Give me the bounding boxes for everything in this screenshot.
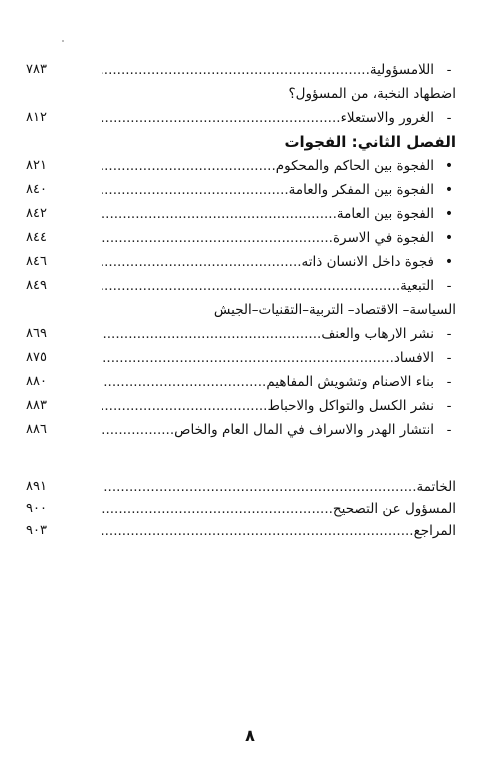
toc-entry xyxy=(26,154,456,178)
bullet-icon: • xyxy=(444,206,454,222)
toc-entry-title: بناء الاصنام وتشويش المفاهيم ..... xyxy=(102,370,434,394)
chapter-heading-text xyxy=(26,130,456,154)
toc-section-label xyxy=(26,298,456,322)
bullet-icon: • xyxy=(444,182,454,198)
toc-page-number: ٨٤٢ xyxy=(26,206,47,221)
toc-entry-title: الغرور والاستعلاء ..... xyxy=(102,106,434,130)
toc-entry-title: التبعية ..... xyxy=(102,274,434,298)
toc-page-number: ٨٤٩ xyxy=(26,278,47,293)
toc-entry xyxy=(26,370,456,394)
toc-entry xyxy=(26,250,456,274)
toc-page-number: ٨٨٦ xyxy=(26,422,47,437)
toc-entry xyxy=(26,58,456,82)
toc-entry xyxy=(26,498,456,520)
toc-page-number: ٧٨٣ xyxy=(26,62,47,77)
page-speck xyxy=(62,40,64,42)
chapter-heading xyxy=(26,130,456,154)
toc-entry-title: الخاتمة ..... xyxy=(102,476,456,498)
dash-marker: - xyxy=(446,350,452,366)
toc-page-number: ٨٧٥ xyxy=(26,350,47,365)
dash-marker: - xyxy=(446,278,452,294)
bullet-icon: • xyxy=(444,230,454,246)
dash-marker: - xyxy=(446,110,452,126)
toc-entry-title: نشر الكسل والتواكل والاحباط ..... xyxy=(102,394,434,418)
toc-entry xyxy=(26,322,456,346)
dash-marker: - xyxy=(446,374,452,390)
bullet-icon: • xyxy=(444,158,454,174)
toc-page-number: ٨٤٤ xyxy=(26,230,47,245)
toc-entry xyxy=(26,178,456,202)
toc-entry-title: نشر الارهاب والعنف ..... xyxy=(102,322,434,346)
toc-page-number: ٨٩١ xyxy=(26,479,47,494)
toc-entry xyxy=(26,418,456,442)
toc-page-number: ٨٨٣ xyxy=(26,398,47,413)
table-of-contents xyxy=(26,58,456,542)
toc-entry xyxy=(26,346,456,370)
toc-page-number: ٨١٢ xyxy=(26,110,47,125)
toc-entry xyxy=(26,226,456,250)
chapter-title: الفجوات xyxy=(284,133,347,151)
chapter-label: الفصل الثاني xyxy=(357,133,456,151)
dash-marker: - xyxy=(446,62,452,78)
toc-entry xyxy=(26,476,456,498)
toc-entry-title: السياسة– الاقتصاد– التربية–التقنيات–الجيش xyxy=(213,302,456,318)
toc-page-number: ٩٠٣ xyxy=(26,523,47,538)
toc-entry-title: الفجوة بين الحاكم والمحكوم ..... xyxy=(102,154,434,178)
dash-marker: - xyxy=(446,398,452,414)
toc-entry-title: المسؤول عن التصحيح ..... xyxy=(102,498,456,520)
toc-page-number: ٨٢١ xyxy=(26,158,47,173)
toc-page-number: ٨٦٩ xyxy=(26,326,47,341)
page-number: ٨ xyxy=(245,726,255,745)
toc-entry xyxy=(26,394,456,418)
toc-entry-title: اللامسؤولية ..... xyxy=(102,58,434,82)
toc-entry-title: الافساد ..... xyxy=(102,346,434,370)
toc-entry-title: فجوة داخل الانسان ذاته ..... xyxy=(102,250,434,274)
toc-entry-title: اضطهاد النخبة، من المسؤول؟ xyxy=(288,86,456,102)
toc-entry xyxy=(26,202,456,226)
toc-entry xyxy=(26,106,456,130)
toc-entry xyxy=(26,274,456,298)
toc-entry-title: الفجوة في الاسرة ..... xyxy=(102,226,434,250)
toc-page-number: ٨٨٠ xyxy=(26,374,47,389)
bullet-icon: • xyxy=(444,254,454,270)
toc-entry-title: الفجوة بين المفكر والعامة ..... xyxy=(102,178,434,202)
toc-entry xyxy=(26,520,456,542)
toc-page-number: ٩٠٠ xyxy=(26,501,47,516)
chapter-separator: : xyxy=(346,133,358,151)
spacer xyxy=(26,442,456,476)
dash-marker: - xyxy=(446,422,452,438)
toc-entry-title: المراجع ..... xyxy=(102,520,456,542)
dash-marker: - xyxy=(446,326,452,342)
toc-page-number: ٨٤٠ xyxy=(26,182,47,197)
toc-entry-title: انتشار الهدر والاسراف في المال العام والخاص ..... xyxy=(102,418,434,442)
toc-entry-title: الفجوة بين العامة ..... xyxy=(102,202,434,226)
toc-page-number: ٨٤٦ xyxy=(26,254,47,269)
toc-section-label xyxy=(26,82,456,106)
